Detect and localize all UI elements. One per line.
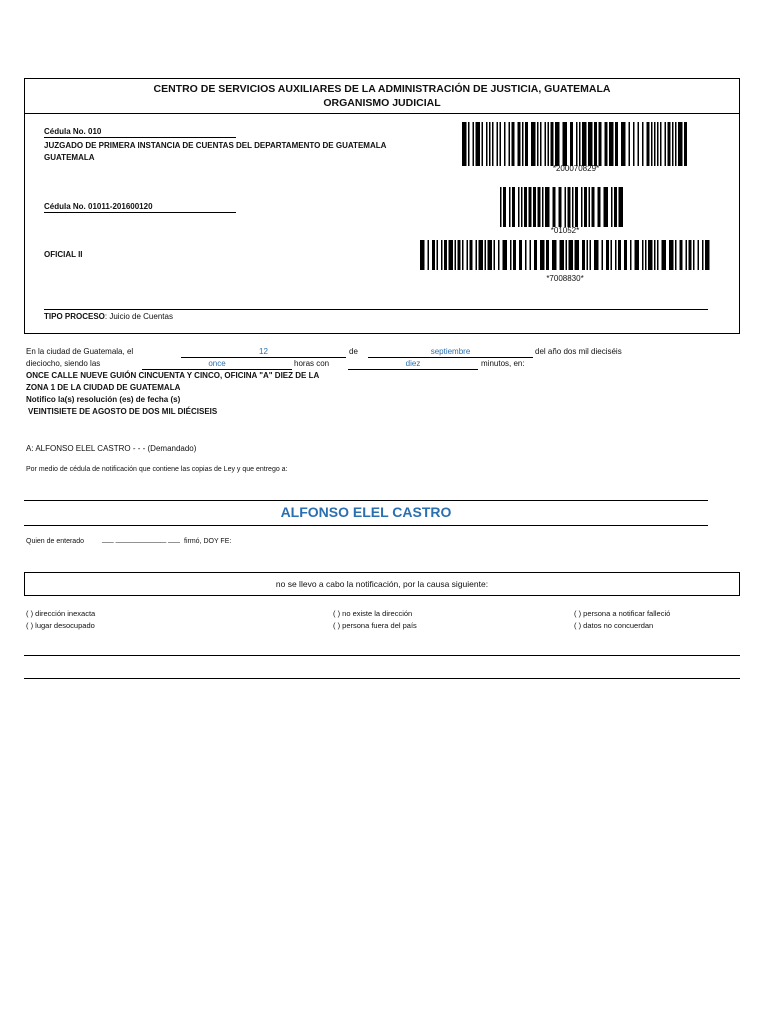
signature-blank: ___ _____________ ___ (102, 536, 180, 543)
barcode-bar (548, 122, 550, 166)
barcode-bar (509, 122, 511, 166)
barcode-bar (519, 240, 522, 270)
tipo-proceso-label: TIPO PROCESO (44, 312, 105, 321)
barcode-bar (538, 187, 541, 227)
year-text: del año dos mil dieciséis (535, 347, 622, 356)
barcode-bar (651, 122, 653, 166)
barcode-1 (462, 122, 690, 166)
barcode-bar (504, 122, 506, 166)
resolution-date: VEINTISIETE DE AGOSTO DE DOS MIL DIÉCISEIS (28, 407, 218, 416)
barcode-bar (462, 122, 467, 166)
barcode-bar (565, 187, 567, 227)
barcode-bar (531, 122, 536, 166)
barcode-bar (686, 240, 688, 270)
barcode-bar (619, 187, 624, 227)
barcode-bar (479, 240, 484, 270)
notification-month: septiembre (368, 346, 533, 358)
barcode-bar (462, 240, 464, 270)
barcode-bar (615, 122, 618, 166)
cedula-number-2-label: Cédula No. 01011-201600120 (44, 201, 236, 213)
bottom-rule-2 (24, 678, 740, 679)
tipo-proceso-value: : Juicio de Cuentas (104, 312, 173, 321)
barcode-bar (606, 240, 609, 270)
notification-minutes: diez (348, 358, 478, 370)
barcode-bar (545, 122, 547, 166)
barcode-bar (476, 240, 478, 270)
barcode-bar (635, 240, 640, 270)
barcode-bar (555, 122, 560, 166)
barcode-bar (657, 240, 659, 270)
recipient-name: ALFONSO ELEL CASTRO (280, 504, 452, 520)
barcode-bar (605, 122, 608, 166)
barcode-bar (579, 122, 581, 166)
barcode-bar (530, 240, 532, 270)
option-datos-no-concuerdan[interactable]: ( ) datos no concuerdan (574, 621, 654, 630)
barcode-bar (545, 187, 550, 227)
barcode-bar (467, 240, 469, 270)
barcode-bar (540, 240, 545, 270)
address-line2: ZONA 1 DE LA CIUDAD DE GUATEMALA (26, 383, 181, 392)
barcode-bar (590, 240, 592, 270)
bottom-rule-1 (24, 655, 740, 656)
barcode-bar (566, 240, 568, 270)
barcode-bar (647, 122, 650, 166)
barcode-bar (473, 122, 475, 166)
barcode-bar (420, 240, 425, 270)
horas-con-label: horas con (294, 359, 330, 368)
barcode-bar (500, 122, 502, 166)
barcode-bar (675, 240, 677, 270)
court-name-line2: GUATEMALA (44, 153, 95, 162)
notification-day: 12 (181, 346, 346, 358)
header-subtitle: ORGANISMO JUDICIAL (323, 97, 441, 109)
barcode-bar (503, 240, 508, 270)
barcode-bar (575, 240, 580, 270)
firmo-label: firmó, DOY FE: (184, 538, 232, 545)
barcode-bar (458, 240, 461, 270)
barcode-bar (534, 240, 537, 270)
barcode-bar (498, 240, 500, 270)
barcode-bar (588, 122, 593, 166)
barcode-bar (594, 240, 599, 270)
barcode-bar (533, 187, 536, 227)
barcode-bar (615, 240, 617, 270)
barcode-bar (428, 240, 430, 270)
oficial-label: OFICIAL II (44, 250, 83, 259)
line2-prefix: dieciocho, siendo las (26, 359, 101, 368)
option-persona-fallecio[interactable]: ( ) persona a notificar falleció (574, 609, 671, 618)
barcode-bar (611, 240, 613, 270)
recipient-top-rule (24, 500, 708, 501)
tipo-proceso (44, 311, 173, 322)
barcode-bar (598, 187, 601, 227)
barcode-bar (624, 240, 627, 270)
barcode-bar (630, 240, 632, 270)
barcode-bar (668, 122, 671, 166)
notifico-label: Notifico la(s) resolución (es) de fecha (s) (26, 395, 181, 404)
barcode-bar (684, 122, 687, 166)
court-name-line1: JUZGADO DE PRIMERA INSTANCIA DE CUENTAS DEL DEPARTAMENTO DE GUATEMALA (44, 141, 387, 150)
barcode-bar (553, 187, 556, 227)
option-persona-fuera-pais[interactable]: ( ) persona fuera del país (333, 621, 417, 630)
barcode-bar (689, 240, 692, 270)
barcode-bar (660, 122, 662, 166)
barcode-bar (611, 187, 613, 227)
barcode-bar (482, 122, 484, 166)
barcode-bar (582, 122, 587, 166)
barcode-bar (594, 122, 597, 166)
barcode-bar (678, 122, 683, 166)
barcode-bar (500, 187, 502, 227)
barcode-bar (489, 122, 491, 166)
address-line1: ONCE CALLE NUEVE GUIÓN CINCUENTA Y CINCO, OFICINA "A" DIEZ DE LA (26, 371, 320, 380)
barcode-bar (642, 240, 644, 270)
cedula-number-label: Cédula No. 010 (44, 126, 236, 138)
barcode-bar (497, 122, 499, 166)
barcode-bar (575, 187, 578, 227)
barcode-bar (449, 240, 454, 270)
city-prefix: En la ciudad de Guatemala, el (26, 347, 134, 356)
barcode-bar (560, 240, 565, 270)
barcode-bar (522, 122, 524, 166)
barcode-bar (521, 187, 523, 227)
barcode-bar (645, 240, 647, 270)
barcode-bar (584, 187, 587, 227)
barcode-bar (665, 122, 667, 166)
barcode-bar (432, 240, 435, 270)
header-divider (24, 113, 740, 114)
barcode-bar (559, 187, 562, 227)
barcode-bar (582, 240, 585, 270)
barcode-bar (698, 240, 700, 270)
de-label: de (349, 347, 358, 356)
barcode-bar (570, 122, 573, 166)
barcode-bar (518, 187, 520, 227)
barcode-3 (420, 240, 710, 270)
barcode-bar (485, 240, 487, 270)
quien-enterado: Quien de enterado (26, 538, 84, 545)
barcode-bar (569, 240, 574, 270)
minutos-en-label: minutos, en: (481, 359, 525, 368)
option-no-existe-direccion[interactable]: ( ) no existe la dirección (333, 609, 413, 618)
barcode-bar (654, 122, 656, 166)
barcode-bar (510, 240, 512, 270)
barcode-bar (672, 122, 674, 166)
barcode-bar (693, 240, 695, 270)
barcode-bar (629, 122, 631, 166)
barcode-bar (488, 240, 493, 270)
barcode-bar (618, 240, 621, 270)
barcode-bar (587, 240, 589, 270)
barcode-bar (702, 240, 704, 270)
barcode-bar (602, 240, 604, 270)
barcode-bar (572, 187, 574, 227)
barcode-bar (529, 187, 532, 227)
barcode-bar (599, 122, 602, 166)
barcode-3-text: *7008830* (546, 274, 584, 283)
recipient-bottom-rule (24, 525, 708, 526)
barcode-bar (675, 122, 677, 166)
barcode-bar (680, 240, 683, 270)
barcode-bar (503, 187, 506, 227)
barcode-bar (705, 240, 710, 270)
barcode-2 (500, 187, 630, 227)
barcode-bar (551, 122, 554, 166)
barcode-1-text: *200070829* (552, 164, 600, 173)
option-direccion-inexacta[interactable]: ( ) dirección inexacta (26, 609, 96, 618)
barcode-bar (444, 240, 447, 270)
barcode-bar (494, 240, 496, 270)
barcode-bar (581, 187, 583, 227)
barcode-bar (621, 122, 626, 166)
barcode-bar (609, 122, 614, 166)
recipient-line: A: ALFONSO ELEL CASTRO - - - (Demandado) (26, 444, 197, 453)
barcode-bar (576, 122, 578, 166)
barcode-bar (642, 122, 644, 166)
barcode-bar (509, 187, 511, 227)
barcode-bar (614, 187, 617, 227)
barcode-bar (633, 122, 635, 166)
barcode-2-text: *01052* (550, 226, 580, 235)
barcode-bar (592, 187, 595, 227)
option-lugar-desocupado[interactable]: ( ) lugar desocupado (26, 621, 95, 630)
barcode-bar (512, 122, 515, 166)
barcode-bar (604, 187, 609, 227)
barcode-bar (455, 240, 457, 270)
barcode-bar (468, 122, 470, 166)
barcode-bar (568, 187, 571, 227)
barcode-bar (669, 240, 674, 270)
header-title: CENTRO DE SERVICIOS AUXILIARES DE LA ADMINISTRACIÓN DE JUSTICIA, GUATEMALA (153, 83, 611, 95)
barcode-bar (486, 122, 488, 166)
barcode-bar (542, 187, 544, 227)
barcode-bar (648, 240, 653, 270)
barcode-bar (470, 240, 473, 270)
barcode-bar (546, 240, 549, 270)
barcode-bar (437, 240, 439, 270)
barcode-bar (537, 122, 539, 166)
tipo-proceso-rule (44, 309, 708, 310)
barcode-bar (524, 187, 527, 227)
barcode-bar (525, 122, 528, 166)
barcode-bar (662, 240, 667, 270)
barcode-bar (441, 240, 443, 270)
barcode-bar (476, 122, 481, 166)
notification-hour: once (142, 358, 292, 370)
barcode-bar (540, 122, 542, 166)
por-medio-text: Por medio de cédula de notificación que contiene las copias de Ley y que entrego a: (26, 466, 288, 473)
barcode-bar (492, 122, 494, 166)
barcode-bar (552, 240, 557, 270)
barcode-bar (654, 240, 656, 270)
barcode-bar (518, 122, 521, 166)
barcode-bar (512, 187, 515, 227)
barcode-bar (589, 187, 591, 227)
barcode-bar (638, 122, 640, 166)
no-notification-box: no se llevo a cabo la notificación, por la causa siguiente: (24, 572, 740, 596)
barcode-bar (657, 122, 659, 166)
barcode-bar (525, 240, 527, 270)
barcode-bar (563, 122, 568, 166)
barcode-bar (513, 240, 516, 270)
